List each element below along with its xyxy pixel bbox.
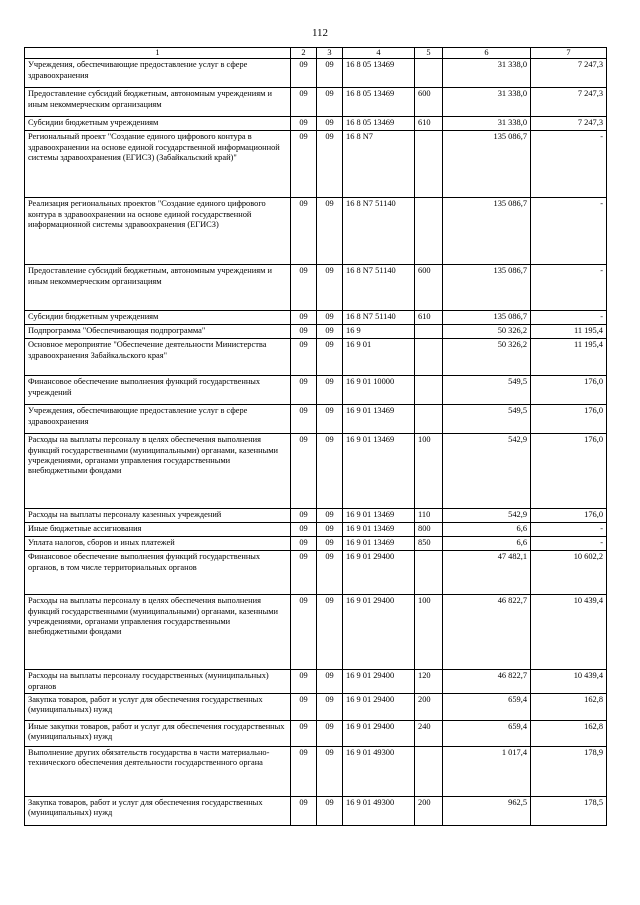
target-article-cell: 16 9 01 49300 xyxy=(343,746,415,796)
target-article-cell: 16 9 01 29400 xyxy=(343,595,415,670)
section-code-cell: 09 xyxy=(291,720,317,746)
expense-type-cell: 850 xyxy=(415,537,443,551)
target-article-cell: 16 8 05 13469 xyxy=(343,59,415,88)
expense-type-cell: 610 xyxy=(415,311,443,325)
column-header: 2 xyxy=(291,48,317,59)
table-row xyxy=(25,88,607,117)
target-article-cell: 16 9 01 13469 xyxy=(343,434,415,509)
target-article-cell: 16 9 xyxy=(343,325,415,339)
subsection-code-cell: 09 xyxy=(317,325,343,339)
expense-type-cell: 120 xyxy=(415,670,443,694)
table-row xyxy=(25,551,607,595)
row-name-cell: Закупка товаров, работ и услуг для обеспечения государственных (муниципальных) нужд xyxy=(25,796,291,825)
target-article-cell: 16 9 01 29400 xyxy=(343,720,415,746)
subsection-code-cell: 09 xyxy=(317,796,343,825)
row-name-cell: Подпрограмма "Обеспечивающая подпрограмма" xyxy=(25,325,291,339)
amount-year1-cell: 46 822,7 xyxy=(443,670,531,694)
row-name-cell: Иные бюджетные ассигнования xyxy=(25,523,291,537)
amount-year2-cell: 162,8 xyxy=(531,693,607,720)
section-code-cell: 09 xyxy=(291,551,317,595)
target-article-cell: 16 9 01 49300 xyxy=(343,796,415,825)
row-name-cell: Субсидии бюджетным учреждениям xyxy=(25,117,291,131)
amount-year1-cell: 659,4 xyxy=(443,693,531,720)
target-article-cell: 16 8 05 13469 xyxy=(343,117,415,131)
section-code-cell: 09 xyxy=(291,311,317,325)
table-row xyxy=(25,339,607,376)
section-code-cell: 09 xyxy=(291,509,317,523)
amount-year2-cell: 10 439,4 xyxy=(531,595,607,670)
column-header: 3 xyxy=(317,48,343,59)
expense-type-cell xyxy=(415,325,443,339)
amount-year1-cell: 542,9 xyxy=(443,434,531,509)
row-name-cell: Иные закупки товаров, работ и услуг для обеспечения государственных (муниципальных) нужд xyxy=(25,720,291,746)
amount-year1-cell: 135 086,7 xyxy=(443,198,531,265)
amount-year1-cell: 6,6 xyxy=(443,523,531,537)
amount-year2-cell: 10 439,4 xyxy=(531,670,607,694)
subsection-code-cell: 09 xyxy=(317,131,343,198)
section-code-cell: 09 xyxy=(291,265,317,311)
row-name-cell: Уплата налогов, сборов и иных платежей xyxy=(25,537,291,551)
amount-year1-cell: 135 086,7 xyxy=(443,265,531,311)
section-code-cell: 09 xyxy=(291,325,317,339)
table-header-row xyxy=(25,48,607,59)
target-article-cell: 16 9 01 10000 xyxy=(343,376,415,405)
amount-year1-cell: 46 822,7 xyxy=(443,595,531,670)
table-row xyxy=(25,746,607,796)
row-name-cell: Субсидии бюджетным учреждениям xyxy=(25,311,291,325)
table-row xyxy=(25,117,607,131)
table-row xyxy=(25,325,607,339)
table-row xyxy=(25,405,607,434)
expense-type-cell: 110 xyxy=(415,509,443,523)
expense-type-cell: 800 xyxy=(415,523,443,537)
expense-type-cell: 610 xyxy=(415,117,443,131)
target-article-cell: 16 9 01 29400 xyxy=(343,693,415,720)
subsection-code-cell: 09 xyxy=(317,117,343,131)
amount-year1-cell: 31 338,0 xyxy=(443,59,531,88)
amount-year2-cell: - xyxy=(531,311,607,325)
amount-year2-cell: - xyxy=(531,537,607,551)
amount-year2-cell: 162,8 xyxy=(531,720,607,746)
section-code-cell: 09 xyxy=(291,796,317,825)
amount-year1-cell: 6,6 xyxy=(443,537,531,551)
expense-type-cell xyxy=(415,551,443,595)
amount-year1-cell: 549,5 xyxy=(443,405,531,434)
target-article-cell: 16 9 01 13469 xyxy=(343,509,415,523)
subsection-code-cell: 09 xyxy=(317,198,343,265)
target-article-cell: 16 8 N7 51140 xyxy=(343,198,415,265)
subsection-code-cell: 09 xyxy=(317,537,343,551)
column-header: 7 xyxy=(531,48,607,59)
row-name-cell: Учреждения, обеспечивающие предоставление услуг в сфере здравоохранения xyxy=(25,405,291,434)
amount-year1-cell: 50 326,2 xyxy=(443,339,531,376)
amount-year1-cell: 549,5 xyxy=(443,376,531,405)
row-name-cell: Учреждения, обеспечивающие предоставление услуг в сфере здравоохранения xyxy=(25,59,291,88)
section-code-cell: 09 xyxy=(291,131,317,198)
expense-type-cell xyxy=(415,131,443,198)
target-article-cell: 16 9 01 29400 xyxy=(343,551,415,595)
table-row xyxy=(25,670,607,694)
section-code-cell: 09 xyxy=(291,746,317,796)
amount-year1-cell: 31 338,0 xyxy=(443,117,531,131)
table-row xyxy=(25,198,607,265)
table-row xyxy=(25,796,607,825)
expense-type-cell: 600 xyxy=(415,265,443,311)
amount-year1-cell: 50 326,2 xyxy=(443,325,531,339)
amount-year2-cell: 178,5 xyxy=(531,796,607,825)
subsection-code-cell: 09 xyxy=(317,746,343,796)
row-name-cell: Закупка товаров, работ и услуг для обеспечения государственных (муниципальных) нужд xyxy=(25,693,291,720)
column-header: 5 xyxy=(415,48,443,59)
amount-year2-cell: 7 247,3 xyxy=(531,59,607,88)
expense-type-cell xyxy=(415,746,443,796)
subsection-code-cell: 09 xyxy=(317,595,343,670)
expense-type-cell xyxy=(415,339,443,376)
subsection-code-cell: 09 xyxy=(317,339,343,376)
table-row xyxy=(25,537,607,551)
amount-year2-cell: 11 195,4 xyxy=(531,339,607,376)
amount-year2-cell: 7 247,3 xyxy=(531,117,607,131)
expense-type-cell: 100 xyxy=(415,434,443,509)
section-code-cell: 09 xyxy=(291,88,317,117)
column-header: 1 xyxy=(25,48,291,59)
expense-type-cell xyxy=(415,405,443,434)
target-article-cell: 16 9 01 xyxy=(343,339,415,376)
amount-year1-cell: 659,4 xyxy=(443,720,531,746)
row-name-cell: Реализация региональных проектов "Создание единого цифрового контура в здравоохранении на основе единой государственной информационной системы здравоохранения (ЕГИСЗ) xyxy=(25,198,291,265)
row-name-cell: Финансовое обеспечение выполнения функций государственных учреждений xyxy=(25,376,291,405)
row-name-cell: Расходы на выплаты персоналу в целях обеспечения выполнения функций государственными (муниципальными) органами, казенными учреждениями, органами управления государственными внебюджетными фондами xyxy=(25,595,291,670)
target-article-cell: 16 9 01 13469 xyxy=(343,537,415,551)
row-name-cell: Расходы на выплаты персоналу в целях обеспечения выполнения функций государственными (муниципальными) органами, казенными учреждениями, органами управления государственными внебюджетными фондами xyxy=(25,434,291,509)
subsection-code-cell: 09 xyxy=(317,405,343,434)
amount-year2-cell: 176,0 xyxy=(531,509,607,523)
amount-year2-cell: 7 247,3 xyxy=(531,88,607,117)
amount-year2-cell: 178,9 xyxy=(531,746,607,796)
table-row xyxy=(25,131,607,198)
section-code-cell: 09 xyxy=(291,670,317,694)
table-row xyxy=(25,265,607,311)
expense-type-cell: 100 xyxy=(415,595,443,670)
section-code-cell: 09 xyxy=(291,59,317,88)
amount-year1-cell: 1 017,4 xyxy=(443,746,531,796)
table-row xyxy=(25,693,607,720)
amount-year1-cell: 135 086,7 xyxy=(443,311,531,325)
subsection-code-cell: 09 xyxy=(317,693,343,720)
section-code-cell: 09 xyxy=(291,376,317,405)
row-name-cell: Расходы на выплаты персоналу государственных (муниципальных) органов xyxy=(25,670,291,694)
amount-year1-cell: 962,5 xyxy=(443,796,531,825)
table-row xyxy=(25,311,607,325)
target-article-cell: 16 9 01 13469 xyxy=(343,523,415,537)
subsection-code-cell: 09 xyxy=(317,720,343,746)
row-name-cell: Региональный проект "Создание единого цифрового контура в здравоохранении на основе единой государственной информационной системы здравоохранения (ЕГИСЗ) (Забайкальский край)" xyxy=(25,131,291,198)
subsection-code-cell: 09 xyxy=(317,376,343,405)
subsection-code-cell: 09 xyxy=(317,523,343,537)
amount-year1-cell: 135 086,7 xyxy=(443,131,531,198)
target-article-cell: 16 8 N7 xyxy=(343,131,415,198)
section-code-cell: 09 xyxy=(291,198,317,265)
row-name-cell: Основное мероприятие "Обеспечение деятельности Министерства здравоохранения Забайкальского края" xyxy=(25,339,291,376)
section-code-cell: 09 xyxy=(291,595,317,670)
subsection-code-cell: 09 xyxy=(317,311,343,325)
expense-type-cell: 600 xyxy=(415,88,443,117)
target-article-cell: 16 9 01 29400 xyxy=(343,670,415,694)
subsection-code-cell: 09 xyxy=(317,434,343,509)
amount-year1-cell: 31 338,0 xyxy=(443,88,531,117)
expense-type-cell: 240 xyxy=(415,720,443,746)
table-row xyxy=(25,523,607,537)
column-header: 4 xyxy=(343,48,415,59)
amount-year2-cell: - xyxy=(531,523,607,537)
amount-year2-cell: 176,0 xyxy=(531,376,607,405)
amount-year2-cell: - xyxy=(531,265,607,311)
target-article-cell: 16 9 01 13469 xyxy=(343,405,415,434)
row-name-cell: Выполнение других обязательств государства в части материально-технического обеспечения деятельности государственного органа xyxy=(25,746,291,796)
table-row xyxy=(25,59,607,88)
amount-year2-cell: - xyxy=(531,198,607,265)
budget-table xyxy=(24,47,607,826)
expense-type-cell xyxy=(415,198,443,265)
row-name-cell: Финансовое обеспечение выполнения функций государственных органов, в том числе территориальных органов xyxy=(25,551,291,595)
expense-type-cell: 200 xyxy=(415,796,443,825)
amount-year2-cell: 11 195,4 xyxy=(531,325,607,339)
subsection-code-cell: 09 xyxy=(317,551,343,595)
target-article-cell: 16 8 N7 51140 xyxy=(343,265,415,311)
expense-type-cell xyxy=(415,376,443,405)
amount-year1-cell: 542,9 xyxy=(443,509,531,523)
table-row xyxy=(25,376,607,405)
amount-year2-cell: 176,0 xyxy=(531,434,607,509)
section-code-cell: 09 xyxy=(291,523,317,537)
table-row xyxy=(25,720,607,746)
section-code-cell: 09 xyxy=(291,434,317,509)
expense-type-cell xyxy=(415,59,443,88)
subsection-code-cell: 09 xyxy=(317,265,343,311)
table-row xyxy=(25,509,607,523)
target-article-cell: 16 8 N7 51140 xyxy=(343,311,415,325)
row-name-cell: Предоставление субсидий бюджетным, автономным учреждениям и иным некоммерческим организациям xyxy=(25,88,291,117)
subsection-code-cell: 09 xyxy=(317,59,343,88)
page-number: 112 xyxy=(311,27,329,39)
expense-type-cell: 200 xyxy=(415,693,443,720)
section-code-cell: 09 xyxy=(291,537,317,551)
column-header: 6 xyxy=(443,48,531,59)
row-name-cell: Предоставление субсидий бюджетным, автономным учреждениям и иным некоммерческим организациям xyxy=(25,265,291,311)
amount-year2-cell: - xyxy=(531,131,607,198)
section-code-cell: 09 xyxy=(291,339,317,376)
subsection-code-cell: 09 xyxy=(317,88,343,117)
table-row xyxy=(25,595,607,670)
amount-year1-cell: 47 482,1 xyxy=(443,551,531,595)
subsection-code-cell: 09 xyxy=(317,670,343,694)
amount-year2-cell: 176,0 xyxy=(531,405,607,434)
section-code-cell: 09 xyxy=(291,405,317,434)
section-code-cell: 09 xyxy=(291,693,317,720)
subsection-code-cell: 09 xyxy=(317,509,343,523)
target-article-cell: 16 8 05 13469 xyxy=(343,88,415,117)
table-row xyxy=(25,434,607,509)
row-name-cell: Расходы на выплаты персоналу казенных учреждений xyxy=(25,509,291,523)
amount-year2-cell: 10 602,2 xyxy=(531,551,607,595)
section-code-cell: 09 xyxy=(291,117,317,131)
